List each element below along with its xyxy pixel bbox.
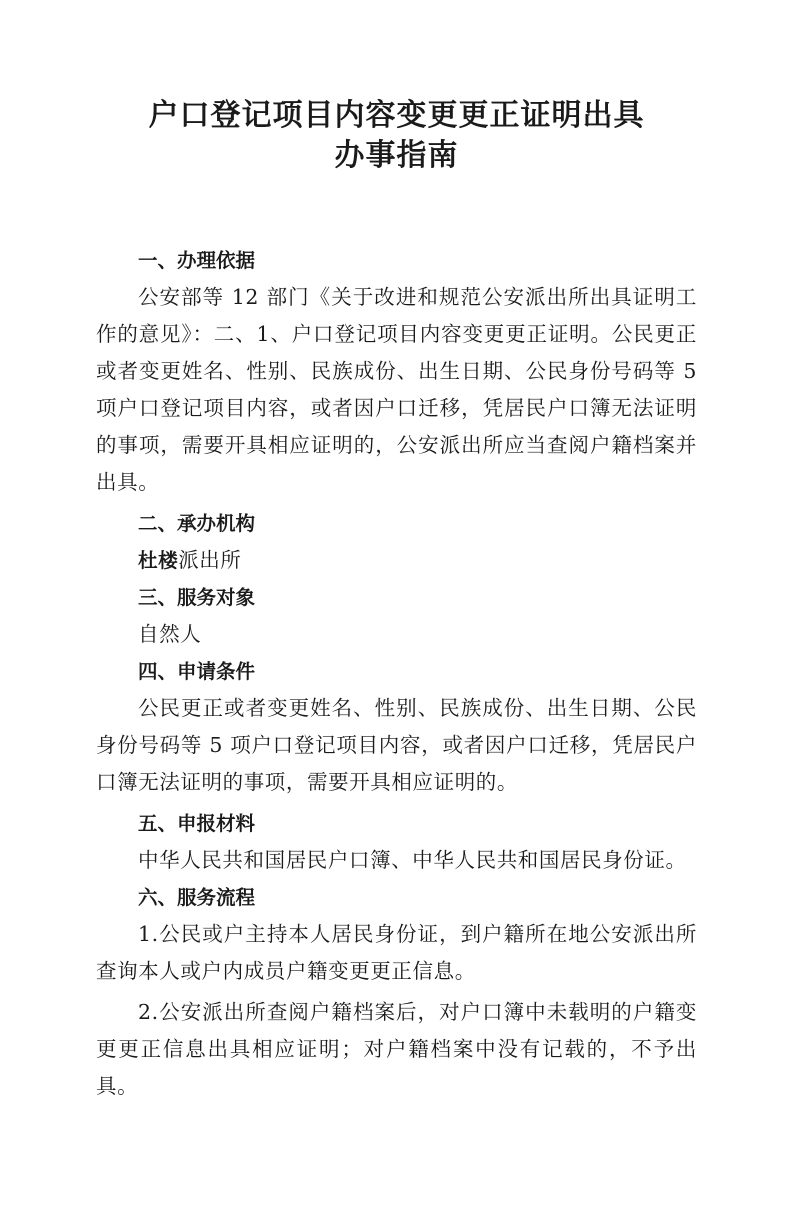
section-heading-materials: 五、申报材料 — [138, 812, 256, 835]
section-text-target: 自然人 — [138, 622, 202, 646]
section-heading-target: 三、服务对象 — [138, 586, 256, 609]
agency-name — [96, 542, 697, 579]
section-heading-conditions: 四、申请条件 — [138, 660, 256, 683]
section-materials — [96, 805, 697, 879]
agency-name-bold: 杜楼 — [138, 549, 179, 572]
section-heading-process: 六、服务流程 — [138, 886, 256, 909]
section-text-basis: 公安部等 12 部门《关于改进和规范公安派出所出具证明工作的意见》：二、1、户口登记项目内容变更更正证明。公民更正或者变更姓名、性别、民族成份、出生日期、公民身份号码等 5 项户口登记项目内容，或者因户口迁移，凭居民户口簿无法证明的事项，需要开具相应证明的，公安派出所应当查阅户籍档案并出具。 — [96, 285, 697, 494]
section-target — [96, 579, 697, 653]
document-title-line1: 户口登记项目内容变更更正证明出具 — [148, 98, 645, 133]
section-heading-agency: 二、承办机构 — [138, 512, 256, 535]
document-title-line2: 办事指南 — [334, 138, 459, 173]
section-heading-basis: 一、办理依据 — [138, 249, 256, 272]
section-text-conditions: 公民更正或者变更姓名、性别、民族成份、出生日期、公民身份号码等 5 项户口登记项目内容，或者因户口迁移，凭居民户口簿无法证明的事项，需要开具相应证明的。 — [96, 696, 697, 794]
section-agency — [96, 505, 697, 579]
section-basis — [96, 242, 697, 501]
process-step-2: 2.公安派出所查阅户籍档案后，对户口簿中未载明的户籍变更更正信息出具相应证明；对户籍档案中没有记载的，不予出具。 — [96, 1000, 697, 1098]
section-conditions — [96, 653, 697, 801]
document-page — [0, 96, 793, 1218]
section-process — [96, 879, 697, 1105]
process-step-1: 1.公民或户主持本人居民身份证，到户籍所在地公安派出所查询本人或户内成员户籍变更更正信息。 — [96, 922, 697, 983]
section-text-materials: 中华人民共和国居民户口簿、中华人民共和国居民身份证。 — [138, 848, 687, 872]
agency-name-rest: 派出所 — [178, 548, 242, 572]
